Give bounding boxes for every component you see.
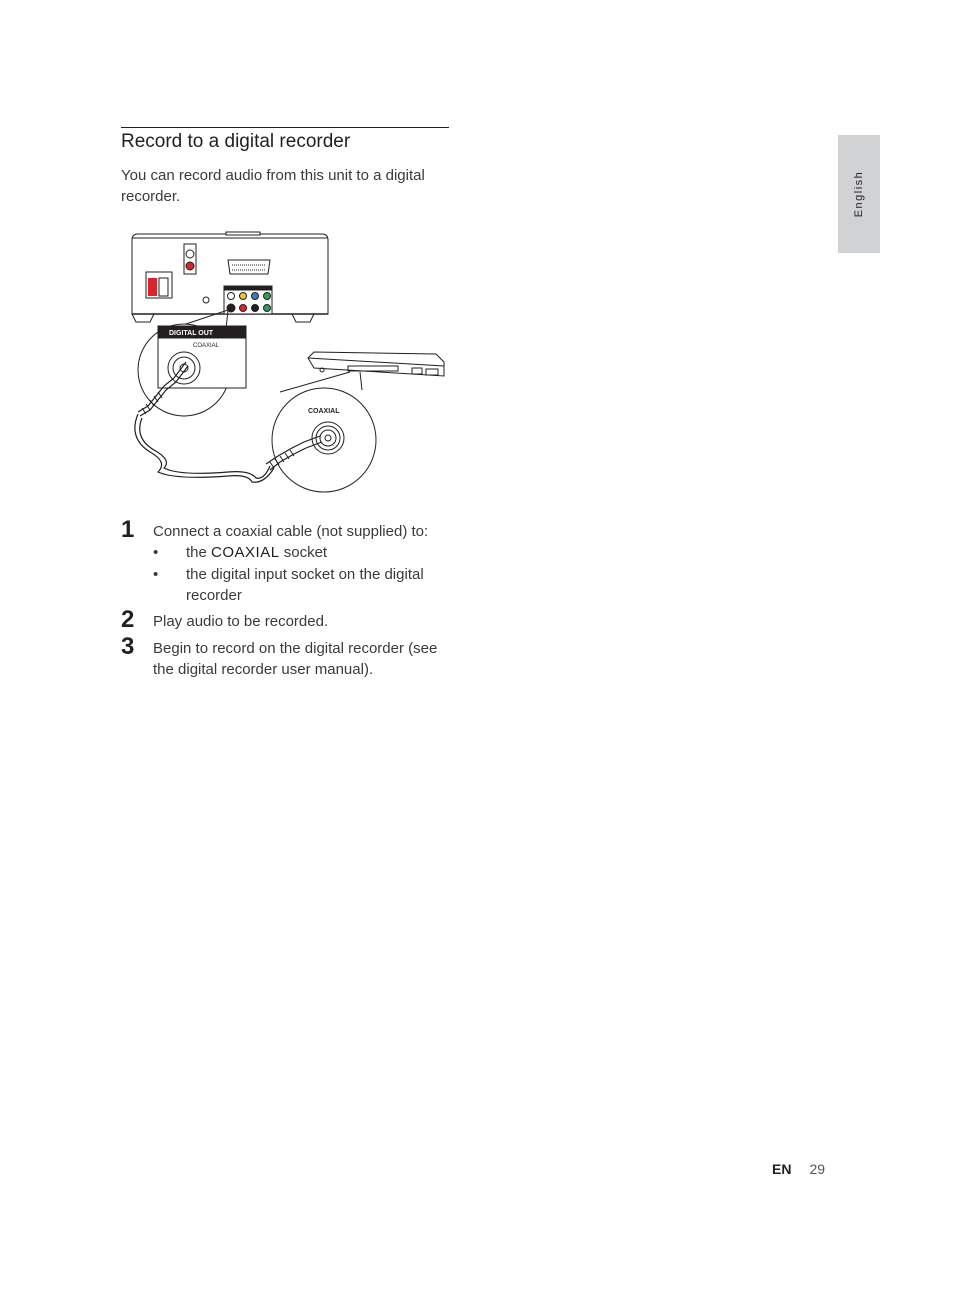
section-title: Record to a digital recorder [121, 131, 351, 152]
language-side-tab [838, 135, 880, 253]
coaxial-cable [135, 414, 274, 482]
bullet-marker: • [153, 566, 159, 583]
coaxial-emphasis: COAXIAL [211, 544, 280, 561]
digital-recorder-body [308, 352, 444, 376]
unit-top-vent [226, 232, 260, 235]
unit-foot-right [292, 314, 314, 322]
bullet-text: the digital input socket on the digital recorder [186, 566, 424, 604]
unit-foot-left [132, 314, 154, 322]
language-tab-label: English [853, 170, 865, 218]
bullet-prefix: the [186, 544, 212, 561]
step-text: Play audio to be recorded. [153, 613, 329, 630]
bullet-suffix: socket [279, 544, 328, 561]
footer-language-code: EN [772, 1161, 792, 1177]
intro-text: You can record audio from this unit to a digital recorder. [121, 167, 425, 205]
step-number: 3 [121, 633, 135, 660]
section-rule [121, 127, 449, 128]
connection-illustration [128, 230, 448, 498]
recorder-coaxial-label: COAXIAL [308, 408, 340, 415]
step-number: 1 [121, 516, 135, 543]
step-text: Begin to record on the digital recorder (see the digital recorder user manual). [153, 640, 438, 678]
page-footer [772, 1159, 825, 1179]
unit-coaxial-label: COAXIAL [193, 343, 220, 349]
digital-out-label: DIGITAL OUT [169, 330, 214, 337]
step-text: Connect a coaxial cable (not supplied) to: [153, 523, 429, 540]
bullet-marker: • [153, 544, 159, 561]
recorder-callout-circle [272, 388, 376, 492]
bullet-text [186, 542, 451, 563]
step-number: 2 [121, 606, 135, 633]
connection-diagram [128, 230, 448, 498]
page-number: 29 [809, 1161, 826, 1177]
